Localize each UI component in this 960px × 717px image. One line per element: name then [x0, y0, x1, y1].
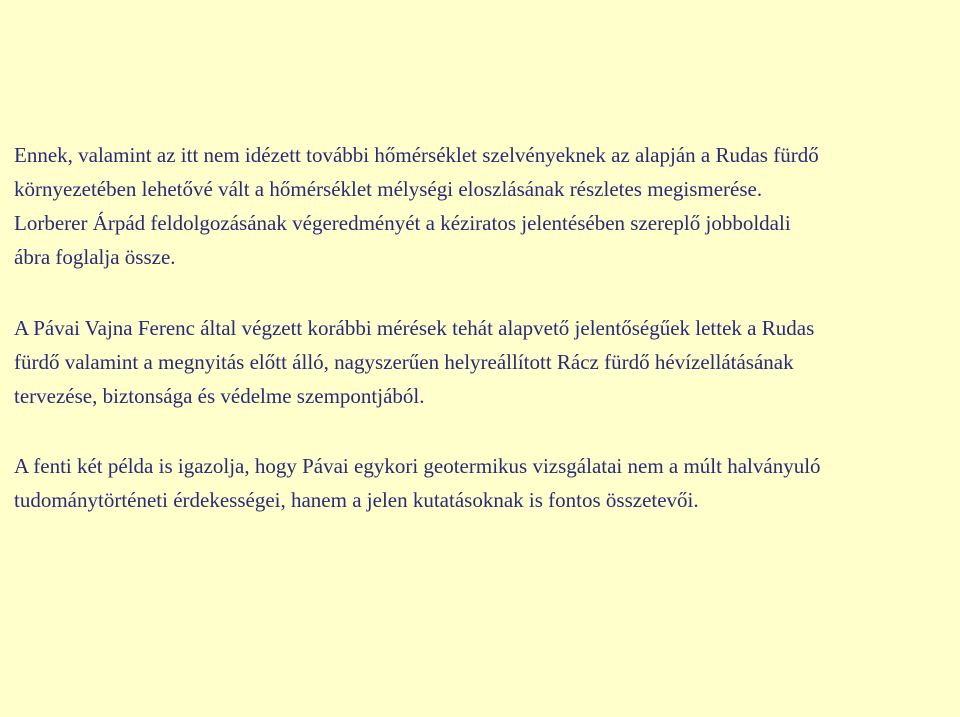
- paragraph-conclusion: [14, 449, 949, 517]
- text-line: Lorberer Árpád feldolgozásának végeredményét a kéziratos jelentésében szereplő jobboldali: [14, 211, 791, 235]
- text-line: tudománytörténeti érdekességei, hanem a jelen kutatásoknak is fontos összetevői.: [14, 488, 699, 512]
- text-line: ábra foglalja össze.: [14, 245, 176, 269]
- text-line: A fenti két példa is igazolja, hogy Pávai egykori geotermikus vizsgálatai nem a múlt halványuló: [14, 454, 821, 478]
- text-line: Ennek, valamint az itt nem idézett további hőmérséklet szelvényeknek az alapján a Rudas fürdő: [14, 143, 819, 167]
- text-line: A Pávai Vajna Ferenc által végzett korábbi mérések tehát alapvető jelentőségűek lettek a Rudas: [14, 316, 815, 340]
- paragraph-pavai-measurements: [14, 311, 949, 413]
- paragraph-rudas-temperature: [14, 138, 949, 274]
- text-line: környezetében lehetővé vált a hőmérséklet mélységi eloszlásának részletes megismerése.: [14, 177, 763, 201]
- text-line: fürdő valamint a megnyitás előtt álló, nagyszerűen helyreállított Rácz fürdő hévízellátásának: [14, 350, 794, 374]
- text-line: tervezése, biztonsága és védelme szempontjából.: [14, 384, 425, 408]
